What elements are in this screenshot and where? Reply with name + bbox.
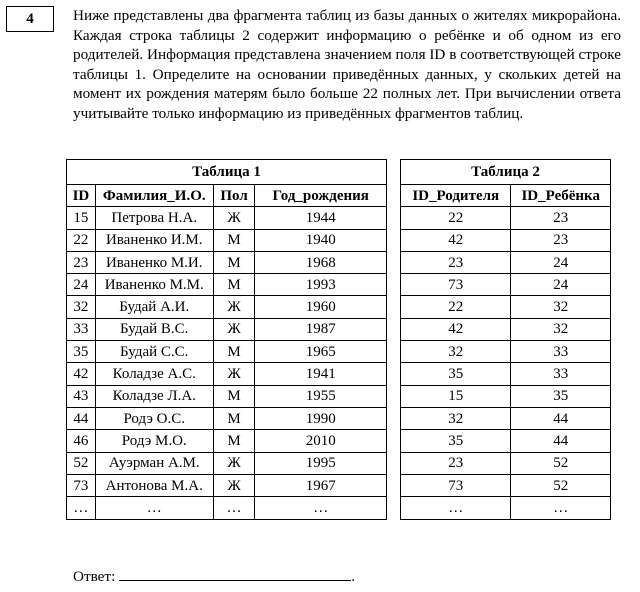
table-cell: Иваненко И.М. <box>95 229 213 251</box>
table-cell: … <box>213 497 255 520</box>
table-cell: М <box>213 229 255 251</box>
table-row <box>401 363 611 385</box>
table-cell: Ж <box>213 452 255 474</box>
answer-suffix: . <box>351 568 356 585</box>
table-cell: 73 <box>401 474 511 496</box>
table-row <box>67 341 387 363</box>
table-row <box>67 474 387 496</box>
table-cell: 1941 <box>255 363 387 385</box>
table-row <box>401 407 611 429</box>
table-cell: 1955 <box>255 385 387 407</box>
table-cell: М <box>213 251 255 273</box>
table-cell: 32 <box>511 296 611 318</box>
table-cell: М <box>213 274 255 296</box>
table-2-title: Таблица 2 <box>401 160 611 185</box>
table-cell: 23 <box>401 251 511 273</box>
table-cell: … <box>401 497 511 520</box>
table-cell: М <box>213 385 255 407</box>
task-text: Ниже представлены два фрагмента таблиц из базы данных о жителях микрорайона. Каждая строка таблицы 2 содержит информацию о ребёнке и об одном из его родителей. Информация представлена значением поля ID в соответствующей строке таблицы 1. Определите на основании приведённых данных, у скольких детей на момент их рождения матерям было больше 22 полных лет. При вычислении ответа учитывайте только информацию из приведённых фрагментов таблиц. <box>73 7 622 122</box>
table-cell: Коладзе А.С. <box>95 363 213 385</box>
table-cell: 23 <box>67 251 96 273</box>
table-row <box>67 385 387 407</box>
table-cell: … <box>95 497 213 520</box>
table-row <box>67 452 387 474</box>
table-cell: 22 <box>401 296 511 318</box>
task-number: 4 <box>6 6 54 32</box>
column-header: Год_рождения <box>255 185 387 207</box>
table-cell: 33 <box>511 341 611 363</box>
table-cell: 24 <box>67 274 96 296</box>
table-cell: Ж <box>213 207 255 229</box>
table-cell: 1960 <box>255 296 387 318</box>
column-header: ID <box>67 185 96 207</box>
answer-line[interactable] <box>119 566 351 581</box>
table-cell: Антонова М.А. <box>95 474 213 496</box>
table-cell: 52 <box>511 452 611 474</box>
table-row <box>401 497 611 520</box>
table-row <box>401 452 611 474</box>
table-cell: 73 <box>401 274 511 296</box>
table-cell: 24 <box>511 251 611 273</box>
table-cell: 52 <box>511 474 611 496</box>
table-cell: 2010 <box>255 430 387 452</box>
table-row <box>401 296 611 318</box>
table-cell: Ж <box>213 318 255 340</box>
table-cell: 1967 <box>255 474 387 496</box>
table-row <box>67 207 387 229</box>
table-cell: 1940 <box>255 229 387 251</box>
table-row <box>401 474 611 496</box>
table-row <box>67 363 387 385</box>
table-cell: 22 <box>67 229 96 251</box>
table-row <box>67 407 387 429</box>
table-row <box>401 341 611 363</box>
table-cell: 1995 <box>255 452 387 474</box>
column-header: Фамилия_И.О. <box>95 185 213 207</box>
table-cell: 1993 <box>255 274 387 296</box>
table-cell: Петрова Н.А. <box>95 207 213 229</box>
table-row <box>401 430 611 452</box>
table-cell: М <box>213 341 255 363</box>
table-cell: 35 <box>67 341 96 363</box>
table-1 <box>66 159 387 520</box>
table-cell: Коладзе Л.А. <box>95 385 213 407</box>
table-row <box>401 229 611 251</box>
table-cell: 35 <box>401 430 511 452</box>
table-cell: 32 <box>401 407 511 429</box>
table-cell: 1987 <box>255 318 387 340</box>
answer-area <box>73 566 355 586</box>
table-row <box>401 318 611 340</box>
table-row <box>67 274 387 296</box>
table-cell: 42 <box>401 318 511 340</box>
table-cell: 44 <box>511 407 611 429</box>
table-cell: Будай А.И. <box>95 296 213 318</box>
table-cell: 23 <box>511 229 611 251</box>
table-cell: Будай С.С. <box>95 341 213 363</box>
answer-label: Ответ: <box>73 568 116 585</box>
table-cell: Иваненко М.М. <box>95 274 213 296</box>
column-header: Пол <box>213 185 255 207</box>
table-row <box>401 274 611 296</box>
table-cell: Родэ О.С. <box>95 407 213 429</box>
table-1-title: Таблица 1 <box>67 160 387 185</box>
column-header: ID_Родителя <box>401 185 511 207</box>
column-header: ID_Ребёнка <box>511 185 611 207</box>
table-row <box>67 296 387 318</box>
table-cell: М <box>213 430 255 452</box>
table-cell: М <box>213 407 255 429</box>
table-cell: 42 <box>401 229 511 251</box>
table-cell: Будай В.С. <box>95 318 213 340</box>
table-cell: 1965 <box>255 341 387 363</box>
table-row <box>67 430 387 452</box>
table-cell: 35 <box>511 385 611 407</box>
table-cell: 46 <box>67 430 96 452</box>
table-row <box>401 207 611 229</box>
table-cell: Родэ М.О. <box>95 430 213 452</box>
table-cell: 32 <box>67 296 96 318</box>
table-1-body <box>67 207 387 520</box>
table-2-body <box>401 207 611 520</box>
table-cell: 32 <box>511 318 611 340</box>
table-row <box>401 251 611 273</box>
table-cell: 33 <box>67 318 96 340</box>
table-cell: 35 <box>401 363 511 385</box>
table-cell: 44 <box>511 430 611 452</box>
table-cell: … <box>255 497 387 520</box>
table-cell: 1944 <box>255 207 387 229</box>
table-cell: 23 <box>511 207 611 229</box>
table-row <box>67 318 387 340</box>
table-cell: 1990 <box>255 407 387 429</box>
table-cell: 32 <box>401 341 511 363</box>
table-cell: 15 <box>401 385 511 407</box>
table-cell: 33 <box>511 363 611 385</box>
table-cell: 22 <box>401 207 511 229</box>
table-cell: 15 <box>67 207 96 229</box>
table-cell: Ж <box>213 296 255 318</box>
table-cell: 44 <box>67 407 96 429</box>
table-2 <box>400 159 611 520</box>
table-row <box>67 229 387 251</box>
table-cell: 23 <box>401 452 511 474</box>
table-row <box>67 497 387 520</box>
table-row <box>401 385 611 407</box>
table-cell: Ж <box>213 474 255 496</box>
table-cell: … <box>67 497 96 520</box>
table-cell: 43 <box>67 385 96 407</box>
table-cell: Ауэрман А.М. <box>95 452 213 474</box>
table-cell: 52 <box>67 452 96 474</box>
table-cell: Ж <box>213 363 255 385</box>
table-cell: 42 <box>67 363 96 385</box>
table-row <box>67 251 387 273</box>
table-cell: 73 <box>67 474 96 496</box>
table-cell: Иваненко М.И. <box>95 251 213 273</box>
table-cell: 1968 <box>255 251 387 273</box>
table-cell: 24 <box>511 274 611 296</box>
table-cell: … <box>511 497 611 520</box>
